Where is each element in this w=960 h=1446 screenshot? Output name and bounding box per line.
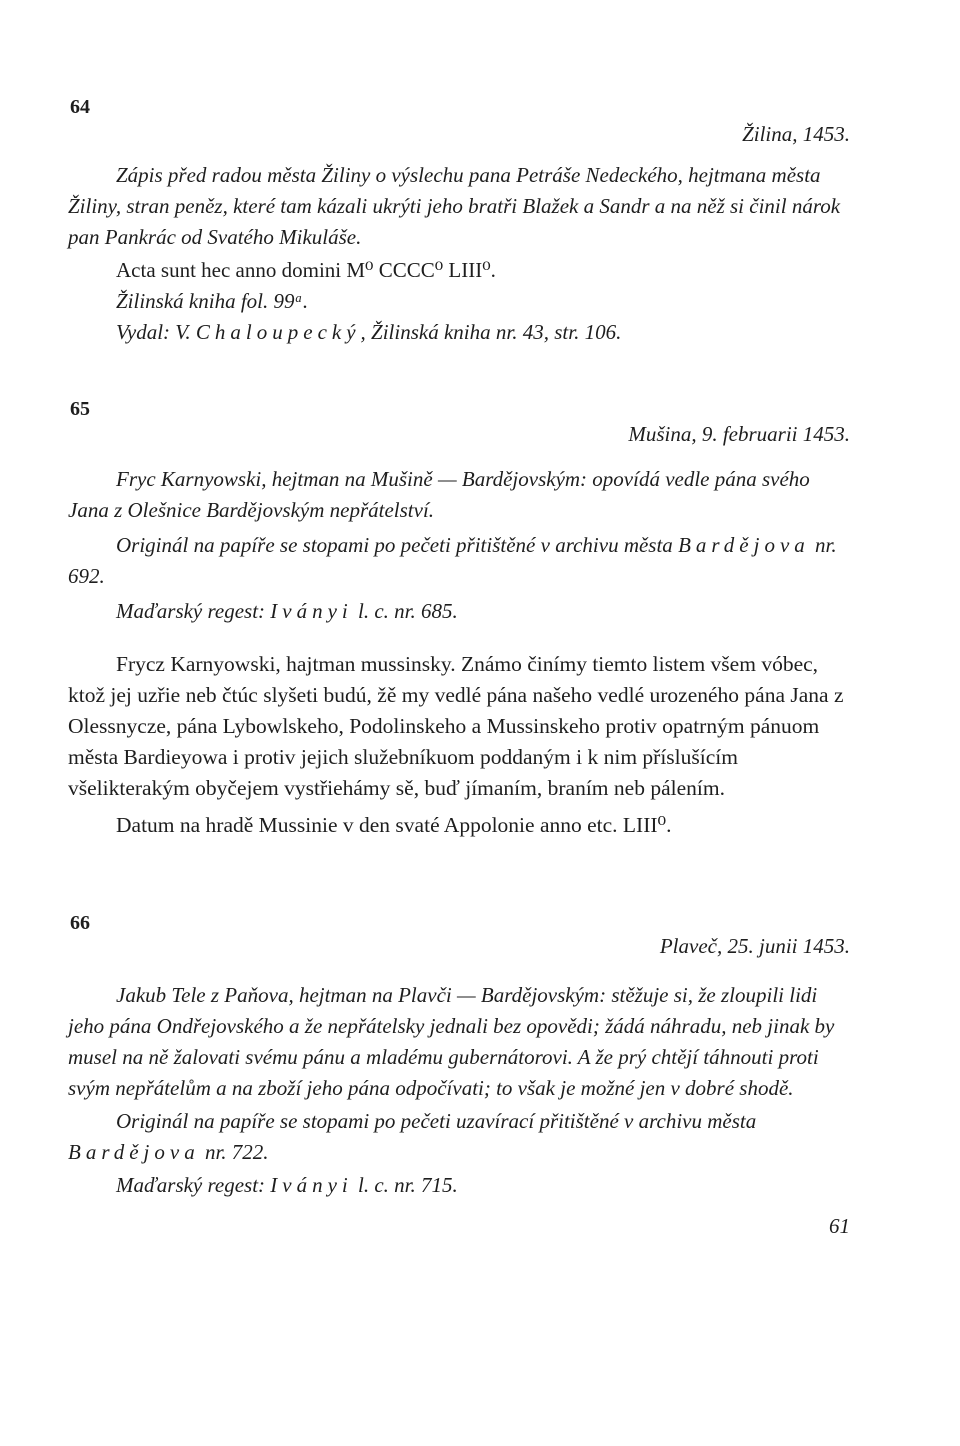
entry-regest: Zápis před radou města Žiliny o výslechu pana Petráše Nedeckého, hejtmana města Žiliny, stran peněz, které tam kázali ukrýti jeho bratři Blažek a Sandr a na něž si činil nárok pan Pankrác od Svatého Mikuláše. (68, 163, 841, 249)
regest-author: Iványi (270, 1173, 353, 1197)
entry-number: 64 (70, 96, 90, 118)
entry-number: 66 (70, 912, 90, 934)
entry-original: Originál na papíře se stopami po pečeti uzavírací přitištěné v archivu města Bardějova nr. 722. (68, 1109, 757, 1164)
regest-author: Iványi (270, 599, 353, 623)
entry-source: Žilinská kniha fol. 99ᵃ. (116, 289, 309, 313)
entry-hungarian-regest: Maďarský regest: Iványi l. c. nr. 685. (116, 599, 458, 623)
edition-author: Chaloupecký (195, 320, 361, 344)
entry-64-block (68, 160, 848, 348)
entry-65-block (68, 464, 848, 841)
entry-edition: Vydal: V. Chaloupecký, Žilinská kniha nr. 43, str. 106. (116, 320, 622, 344)
entry-dateline: Mušina, 9. februarii 1453. (628, 422, 850, 446)
entry-number: 65 (70, 398, 90, 420)
entry-original: Originál na papíře se stopami po pečeti přitištěné v archivu města Bardějova nr. 692. (68, 533, 837, 588)
entry-hungarian-regest: Maďarský regest: Iványi l. c. nr. 715. (116, 1173, 458, 1197)
archive-place: Bardějova (678, 533, 810, 557)
entry-acta: Acta sunt hec anno domini M⁰ CCCC⁰ LIII⁰. (116, 258, 496, 282)
archive-place: Bardějova (68, 1140, 200, 1164)
entry-text: Frycz Karnyowski, hajtman mussinsky. Známo činímy tiemto listem všem vóbec, ktož jej uzřie neb čtúc slyšeti budú, žě my vedlé pána našeho vedlé urozeného pána Jana z Olessnycze, pána Lybowlskeho, Podolinskeho a Mussinskeho protiv opatrným pánuom města Bardieyowa i protiv jejich služebníkuom poddaným i k nim příslušícím všelikterakým obyčejem vystřiehámy sě, buď jímaním, braním neb pálením. (68, 652, 844, 800)
entry-regest: Fryc Karnyowski, hejtman na Mušině — Bardějovským: opovídá vedle pána svého Jana z Olešnice Bardějovským nepřátelství. (68, 467, 810, 522)
entry-regest: Jakub Tele z Paňova, hejtman na Plavči — Bardějovským: stěžuje si, že zloupili lidi jeho pána Ondřejovského a že nepřátelsky jednali bez opovědi; žádá náhradu, neb jinak by musel na ně žalovati svému pánu a mladému gubernátorovi. A že prý chtějí táhnouti proti svým nepřátelům a na zboží jeho pána odpočívati; to však je možné jen v dobré shodě. (68, 983, 835, 1100)
entry-datum: Datum na hradě Mussinie v den svaté Appolonie anno etc. LIII⁰. (116, 813, 672, 837)
entry-dateline: Plaveč, 25. junii 1453. (659, 934, 850, 958)
entry-66-block (68, 980, 848, 1201)
entry-dateline: Žilina, 1453. (742, 122, 850, 146)
page-number: 61 (829, 1214, 850, 1238)
